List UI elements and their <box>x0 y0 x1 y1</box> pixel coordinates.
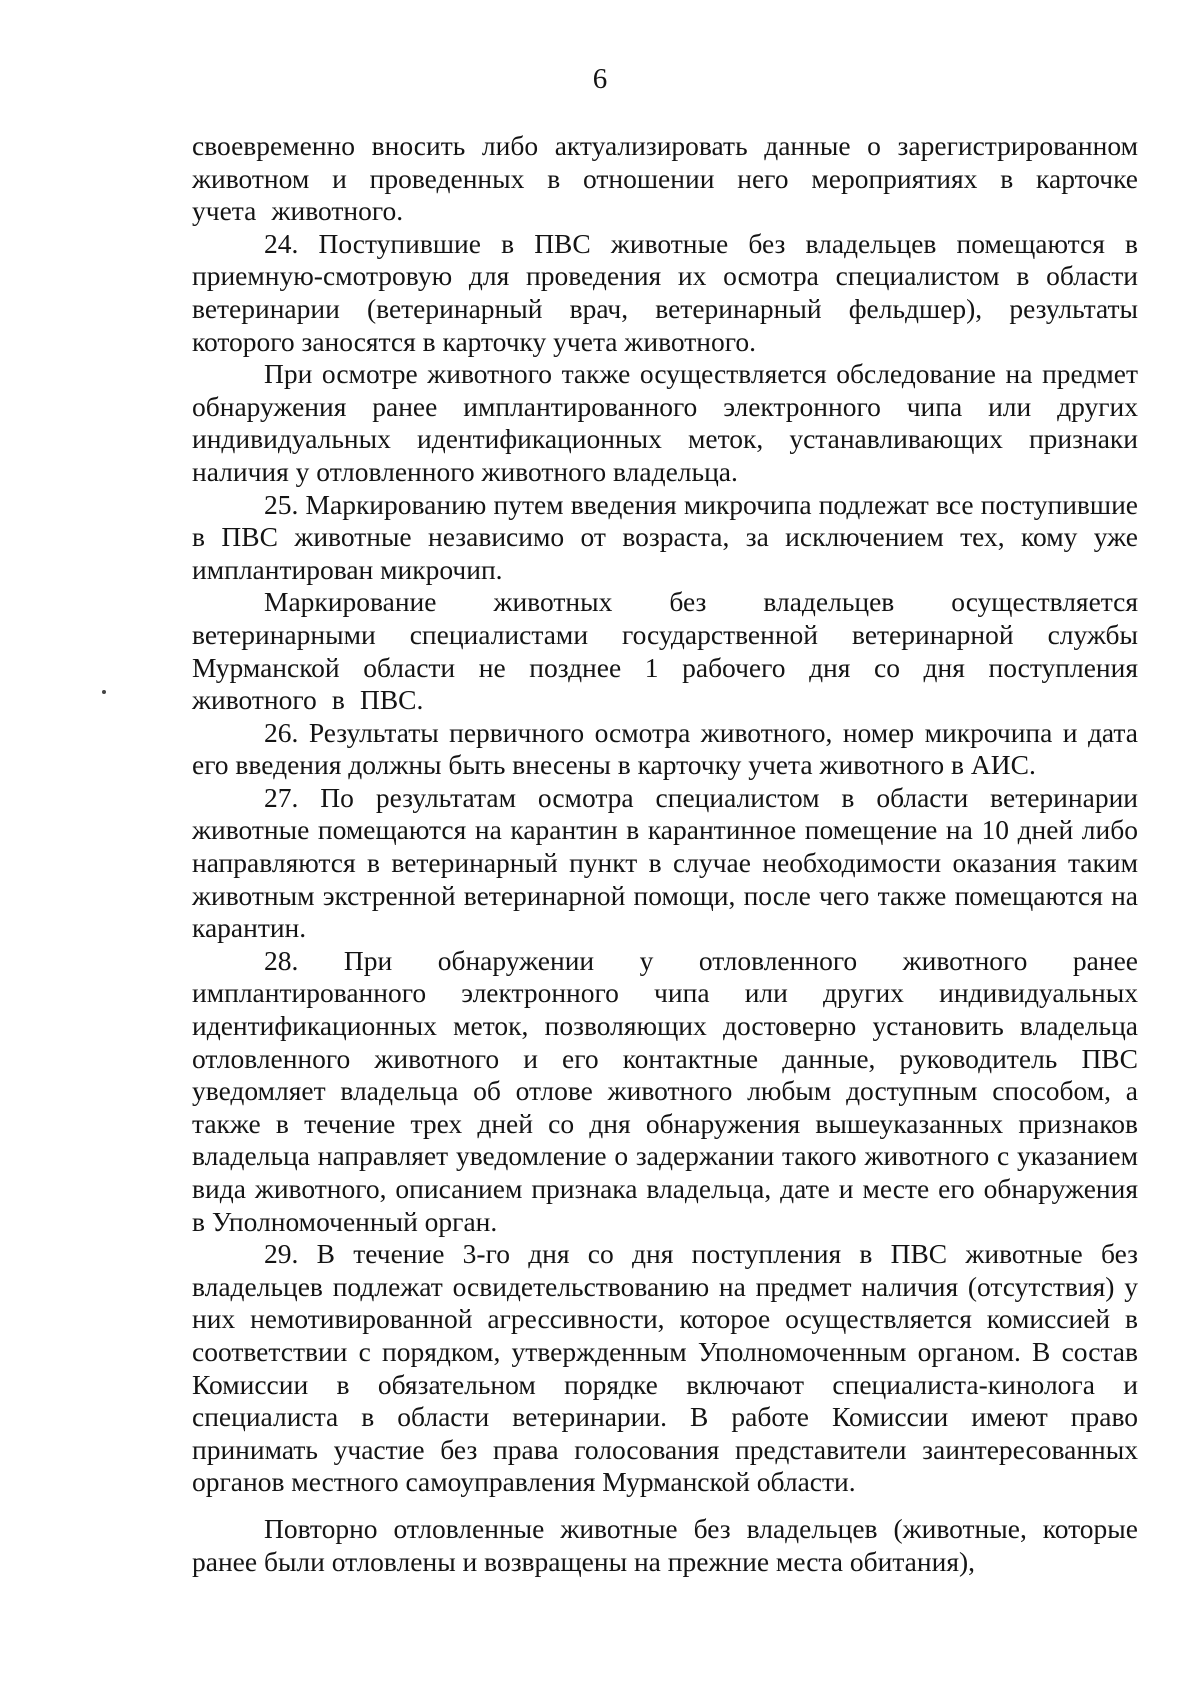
paragraph-item-24: 24. Поступившие в ПВС животные без владельцев помещаются в приемную-смотровую для проведения их осмотра специалистом в области ветеринарии (ветеринарный врач, ветеринарный фельдшер), результаты которого заносятся в карточку учета животного. <box>192 227 1138 357</box>
paragraph-repeat-capture: Повторно отловленные животные без владельцев (животные, которые ранее были отловлены и возвращены на прежние места обитания), <box>192 1512 1138 1577</box>
page-number: 6 <box>592 63 608 95</box>
paragraph-marking: Маркирование животных без владельцев осуществляется ветеринарными специалистами государственной ветеринарной службы Мурманской области не позднее 1 рабочего дня со дня поступления животного в ПВС. <box>192 586 1138 716</box>
paragraph-item-27: 27. По результатам осмотра специалистом в области ветеринарии животные помещаются на карантин в карантинное помещение на 10 дней либо направляются в ветеринарный пункт в случае необходимости оказания таким животным экстренной ветеринарной помощи, после чего также помещаются на карантин. <box>192 781 1138 944</box>
paragraph-item-25: 25. Маркированию путем введения микрочипа подлежат все поступившие в ПВС животные независимо от возраста, за исключением тех, кому уже имплантирован микрочип. <box>192 488 1138 585</box>
scan-speck <box>102 690 106 694</box>
paragraph-item-29: 29. В течение 3-го дня со дня поступления в ПВС животные без владельцев подлежат освидетельствованию на предмет наличия (отсутствия) у них немотивированной агрессивности, которое осуществляется комиссией в соответствии с порядком, утвержденным Уполномоченным органом. В состав Комиссии в обязательном порядке включают специалиста-кинолога и специалиста в области ветеринарии. В работе Комиссии имеют право принимать участие без права голосования представители заинтересованных органов местного самоуправления Мурманской области. <box>192 1238 1138 1498</box>
paragraph-item-26: 26. Результаты первичного осмотра животного, номер микрочипа и дата его введения должны быть внесены в карточку учета животного в АИС. <box>192 716 1138 781</box>
paragraph-item-28: 28. При обнаружении у отловленного животного ранее имплантированного электронного чипа или других индивидуальных идентификационных меток, позволяющих достоверно установить владельца отловленного животного и его контактные данные, руководитель ПВС уведомляет владельца об отлове животного любым доступным способом, а также в течение трех дней со дня обнаружения вышеуказанных признаков владельца направляет уведомление о задержании такого животного с указанием вида животного, описанием признака владельца, дате и месте его обнаружения в Уполномоченный орган. <box>192 944 1138 1237</box>
paragraph-continuation: своевременно вносить либо актуализировать данные о зарегистрированном животном и проведенных в отношении него мероприятиях в карточке учета животного. <box>192 130 1138 227</box>
paragraph-inspection: При осмотре животного также осуществляется обследование на предмет обнаружения ранее имплантированного электронного чипа или других индивидуальных идентификационных меток, устанавливающих признаки наличия у отловленного животного владельца. <box>192 358 1138 487</box>
document-body <box>192 130 1138 1578</box>
